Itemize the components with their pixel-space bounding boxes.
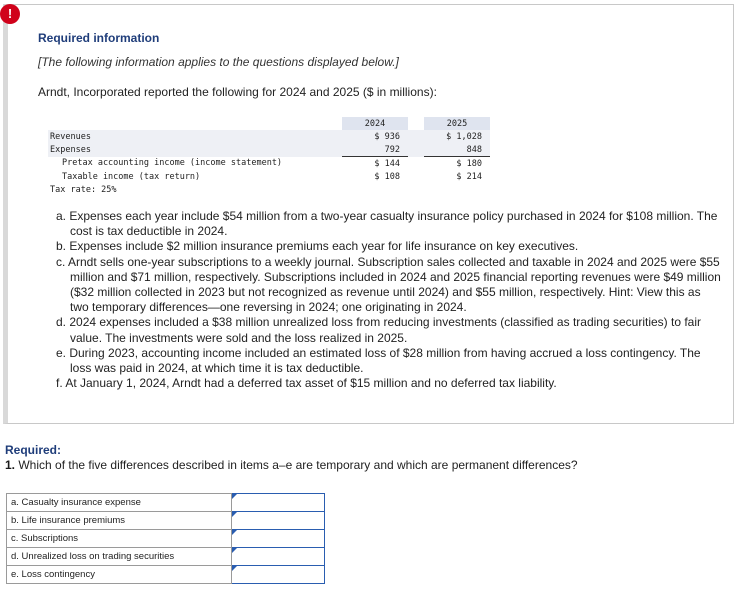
value-2025: $ 214 bbox=[456, 171, 482, 182]
row-label: Pretax accounting income (income statement) bbox=[62, 158, 283, 169]
dropdown-marker-icon bbox=[232, 530, 237, 535]
note-c: c. Arndt sells one-year subscriptions to a weekly journal. Subscription sales collected and taxable in 2024 and 2025 were $55 million and $71 million, respectively. Subscriptions included in 2024 and 2025 financial reporting revenues were $49 million ($32 million collected in 2023 but not recognized as revenue until 2024) and $55 million, respectively. Hint: View this as two temporary differences—one reversing in 2024; one originating in 2024. bbox=[56, 254, 721, 315]
notes-list bbox=[56, 209, 722, 391]
year-2024-header: 2024 bbox=[342, 117, 408, 130]
answer-row bbox=[7, 548, 325, 566]
note-d: d. 2024 expenses included a $38 million unrealized loss from reducing investments (classified as trading securities) to fair value. The investments were sold and the loss realized in 2025. bbox=[56, 315, 701, 345]
dropdown-marker-icon bbox=[232, 548, 237, 553]
dropdown-marker-icon bbox=[232, 566, 237, 571]
answer-label: b. Life insurance premiums bbox=[7, 512, 232, 530]
intro-text: Arndt, Incorporated reported the following for 2024 and 2025 ($ in millions): bbox=[38, 85, 437, 99]
value-2024: 792 bbox=[342, 143, 408, 157]
alert-icon: ! bbox=[0, 4, 20, 24]
applies-note: [The following information applies to the questions displayed below.] bbox=[38, 55, 399, 69]
financial-table bbox=[48, 117, 490, 196]
answer-row bbox=[7, 530, 325, 548]
answer-table bbox=[6, 493, 325, 584]
answer-label: d. Unrealized loss on trading securities bbox=[7, 548, 232, 566]
dropdown-marker-icon bbox=[232, 512, 237, 517]
tax-rate: Tax rate: 25% bbox=[50, 184, 117, 195]
note-e: e. During 2023, accounting income included an estimated loss of $28 million from having accrued a loss contingency. The loss was paid in 2024, at which time it is tax deductible. bbox=[56, 345, 701, 376]
answer-dropdown-e[interactable] bbox=[232, 566, 325, 584]
answer-label: a. Casualty insurance expense bbox=[7, 494, 232, 512]
value-2024: $ 936 bbox=[342, 130, 408, 143]
taxable-income-row bbox=[48, 170, 490, 183]
pretax-income-row bbox=[48, 157, 490, 171]
tax-rate-row bbox=[48, 183, 490, 196]
year-2025-header: 2025 bbox=[424, 117, 490, 130]
note-f: f. At January 1, 2024, Arndt had a deferred tax asset of $15 million and no deferred tax liability. bbox=[56, 376, 557, 391]
question-number: 1. bbox=[5, 458, 16, 472]
value-2025: $ 1,028 bbox=[424, 130, 490, 143]
value-2025: 848 bbox=[424, 143, 490, 157]
revenues-row bbox=[48, 130, 490, 143]
note-b: b. Expenses include $2 million insurance premiums each year for life insurance on key executives. bbox=[56, 239, 579, 254]
required-information-title: Required information bbox=[38, 31, 160, 45]
row-label: Expenses bbox=[48, 143, 342, 157]
value-2025: $ 180 bbox=[456, 158, 482, 169]
note-a: a. Expenses each year include $54 million from a two-year casualty insurance policy purchased in 2024 for $108 million. The cost is tax deductible in 2024. bbox=[56, 209, 718, 239]
expenses-row bbox=[48, 143, 490, 157]
question-body: Which of the five differences described in items a–e are temporary and which are permanent differences? bbox=[18, 458, 578, 472]
value-2024: $ 108 bbox=[374, 171, 400, 182]
answer-dropdown-a[interactable] bbox=[232, 494, 325, 512]
answer-dropdown-c[interactable] bbox=[232, 530, 325, 548]
value-2024: $ 144 bbox=[374, 158, 400, 169]
answer-row bbox=[7, 566, 325, 584]
question-text bbox=[5, 458, 578, 472]
answer-row bbox=[7, 494, 325, 512]
answer-row bbox=[7, 512, 325, 530]
year-header-row bbox=[48, 117, 490, 130]
required-heading: Required: bbox=[5, 443, 62, 457]
answer-dropdown-d[interactable] bbox=[232, 548, 325, 566]
answer-label: e. Loss contingency bbox=[7, 566, 232, 584]
row-label: Revenues bbox=[48, 130, 342, 143]
dropdown-marker-icon bbox=[232, 494, 237, 499]
row-label: Taxable income (tax return) bbox=[62, 171, 201, 182]
answer-label: c. Subscriptions bbox=[7, 530, 232, 548]
answer-dropdown-b[interactable] bbox=[232, 512, 325, 530]
